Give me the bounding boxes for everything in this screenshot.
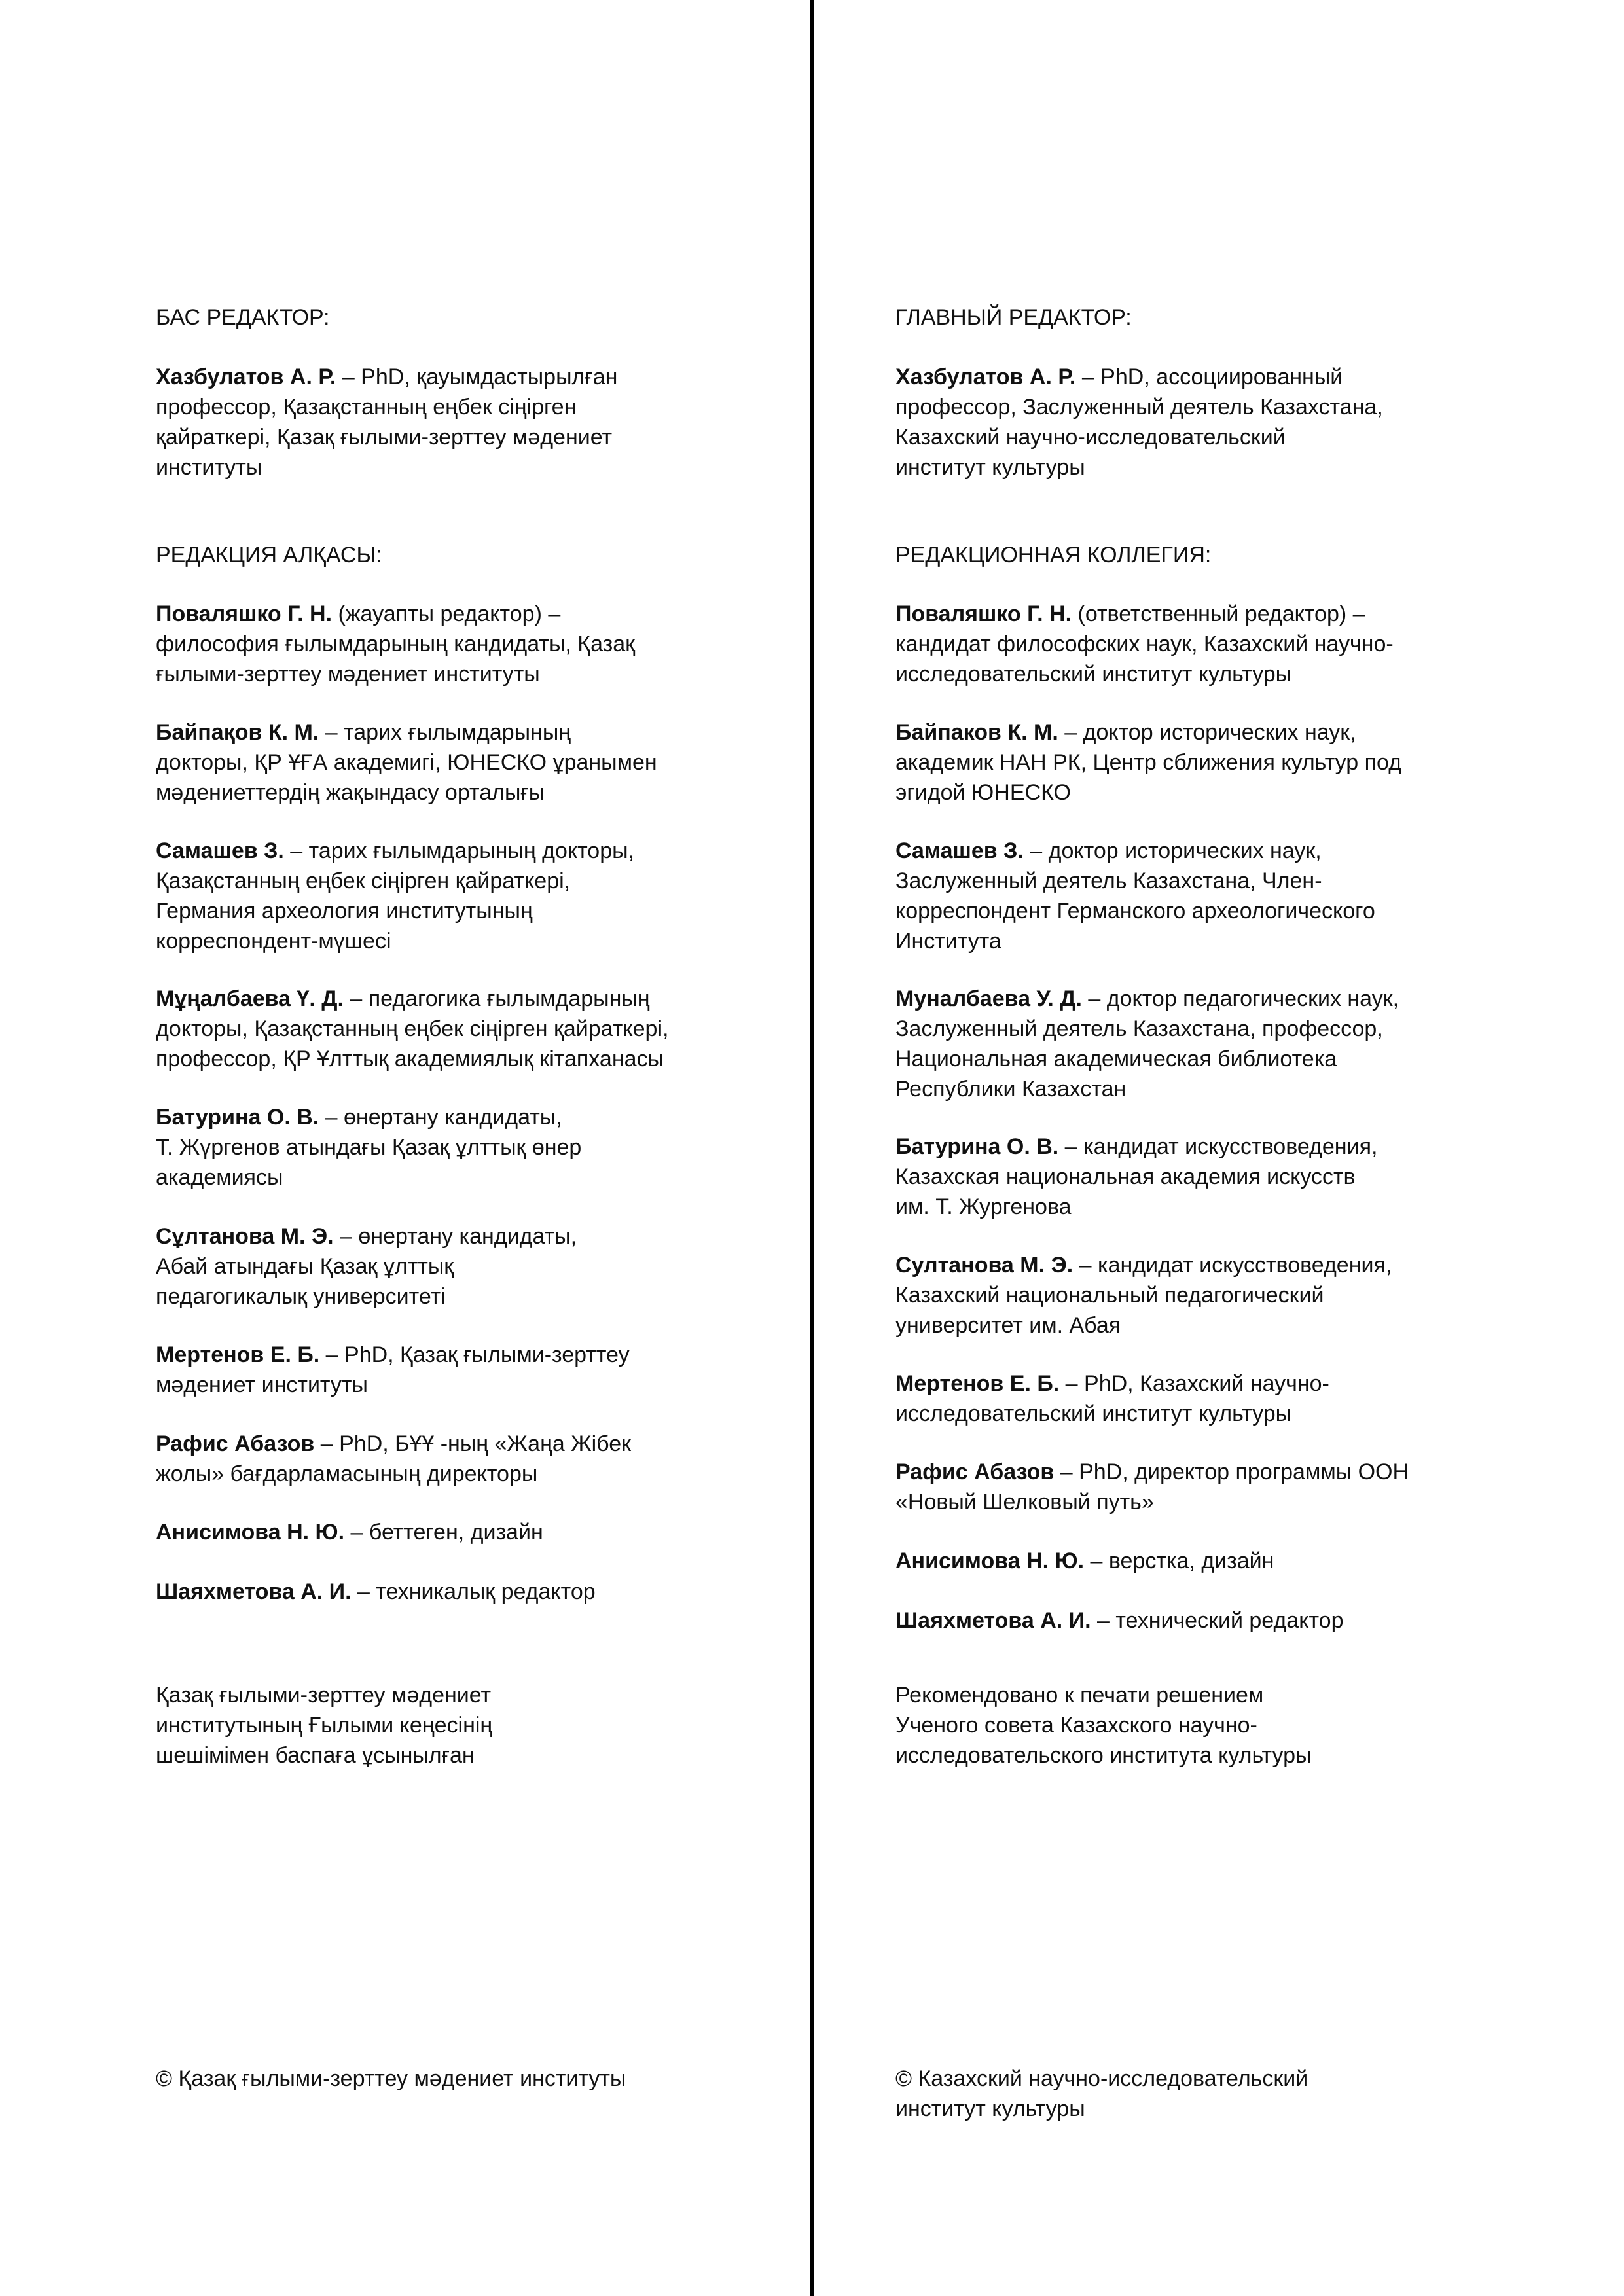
person-name: Самашев З. [895,838,1024,863]
person-name: Байпаков К. М. [895,720,1058,745]
person-name: Султанова М. Э. [895,1253,1074,1278]
person-name: Мұңалбаева Ү. Д. [156,986,344,1011]
person-name: Батурина О. В. [156,1105,319,1130]
publication-recommendation: Қазақ ғылыми-зерттеу мәдениет институтының Ғылыми кеңесінің шешімімен баспаға ұсынылған [156,1683,493,1768]
left-column-kazakh [156,0,876,2296]
editorial-board-label: РЕДАКЦИОННАЯ КОЛЛЕГИЯ: [895,543,1212,567]
board-member: Самашев З. – доктор исторических наук, Заслуженный деятель Казахстана, Член- корреспондент Германского археологического Института [895,838,1375,954]
board-member: Анисимова Н. Ю. – беттеген, дизайн [156,1520,543,1545]
person-name: Мертенов Е. Б. [895,1371,1060,1396]
person-name: Батурина О. В. [895,1134,1059,1159]
board-member: Рафис Абазов – PhD, директор программы ООН «Новый Шелковый путь» [895,1460,1409,1515]
chief-editor-label: БАС РЕДАКТОР: [156,305,330,330]
person-name: Рафис Абазов [895,1460,1055,1484]
right-column-russian [895,0,1615,2296]
person-name: Рафис Абазов [156,1431,315,1456]
person-name: Байпақов К. М. [156,720,319,745]
board-member: Султанова М. Э. – кандидат искусствоведения, Казахский национальный педагогический университет им. Абая [895,1253,1392,1338]
editorial-board-label: РЕДАКЦИЯ АЛҚАСЫ: [156,543,383,567]
board-member: Шаяхметова А. И. – технический редактор [895,1608,1344,1633]
chief-editor-entry: Хазбулатов А. Р. – PhD, қауымдастырылған профессор, Қазақстанның еңбек сіңірген қайраткері, Қазақ ғылыми-зерттеу мәдениет институты [156,365,618,480]
board-member: Поваляшко Г. Н. (ответственный редактор) – кандидат философских наук, Казахский научно- исследовательский институт культуры [895,601,1394,687]
board-member: Муналбаева У. Д. – доктор педагогических наук, Заслуженный деятель Казахстана, профессор, Национальная академическая библиотека Республики Казахстан [895,986,1399,1102]
board-member: Поваляшко Г. Н. (жауапты редактор) – философия ғылымдарының кандидаты, Қазақ ғылыми-зерттеу мәдениет институты [156,601,635,687]
person-name: Муналбаева У. Д. [895,986,1082,1011]
board-member: Рафис Абазов – PhD, БҰҰ -ның «Жаңа Жібек жолы» бағдарламасының директоры [156,1431,632,1486]
board-member: Самашев З. – тарих ғылымдарының докторы, Қазақстанның еңбек сіңірген қайраткері, Германия археология институтының корреспондент-мүшесі [156,838,635,954]
board-member: Анисимова Н. Ю. – верстка, дизайн [895,1549,1274,1573]
chief-editor-entry: Хазбулатов А. Р. – PhD, ассоциированный профессор, Заслуженный деятель Казахстана, Казахский научно-исследовательский институт культуры [895,365,1383,480]
board-member: Мертенов Е. Б. – PhD, Казахский научно- исследовательский институт культуры [895,1371,1329,1426]
person-name: Поваляшко Г. Н. [895,601,1072,626]
person-name: Шаяхметова А. И. [156,1579,352,1604]
person-name: Хазбулатов А. Р. [156,365,336,389]
copyright-notice: © Казахский научно-исследовательский институт культуры [895,2066,1308,2121]
person-name: Анисимова Н. Ю. [895,1549,1085,1573]
person-name: Анисимова Н. Ю. [156,1520,345,1545]
board-member: Шаяхметова А. И. – техникалық редактор [156,1579,596,1604]
board-member: Сұлтанова М. Э. – өнертану кандидаты, Абай атындағы Қазақ ұлттық педагогикалық университеті [156,1224,577,1309]
board-member: Байпаков К. М. – доктор исторических наук, академик НАН РК, Центр сближения культур под эгидой ЮНЕСКО [895,720,1402,805]
chief-editor-label: ГЛАВНЫЙ РЕДАКТОР: [895,305,1132,330]
person-name: Поваляшко Г. Н. [156,601,333,626]
board-member: Мертенов Е. Б. – PhD, Қазақ ғылыми-зерттеу мәдениет институты [156,1342,630,1397]
board-member: Батурина О. В. – кандидат искусствоведения, Казахская национальная академия искусств им. Т. Жургенова [895,1134,1378,1219]
board-member: Байпақов К. М. – тарих ғылымдарының докторы, ҚР ҰҒА академигі, ЮНЕСКО ұранымен мәдениеттердің жақындасу орталығы [156,720,657,805]
publication-recommendation: Рекомендовано к печати решением Ученого совета Казахского научно- исследовательского института культуры [895,1683,1312,1768]
board-member: Мұңалбаева Ү. Д. – педагогика ғылымдарының докторы, Қазақстанның еңбек сіңірген қайраткері, профессор, ҚР Ұлттық академиялық кітапханасы [156,986,669,1071]
board-member: Батурина О. В. – өнертану кандидаты, Т. Жүргенов атындағы Қазақ ұлттық өнер академиясы [156,1105,582,1190]
person-name: Сұлтанова М. Э. [156,1224,334,1249]
person-name: Самашев З. [156,838,284,863]
person-name: Шаяхметова А. И. [895,1608,1091,1633]
person-name: Хазбулатов А. Р. [895,365,1076,389]
person-name: Мертенов Е. Б. [156,1342,320,1367]
copyright-notice: © Қазақ ғылыми-зерттеу мәдениет институты [156,2066,626,2091]
